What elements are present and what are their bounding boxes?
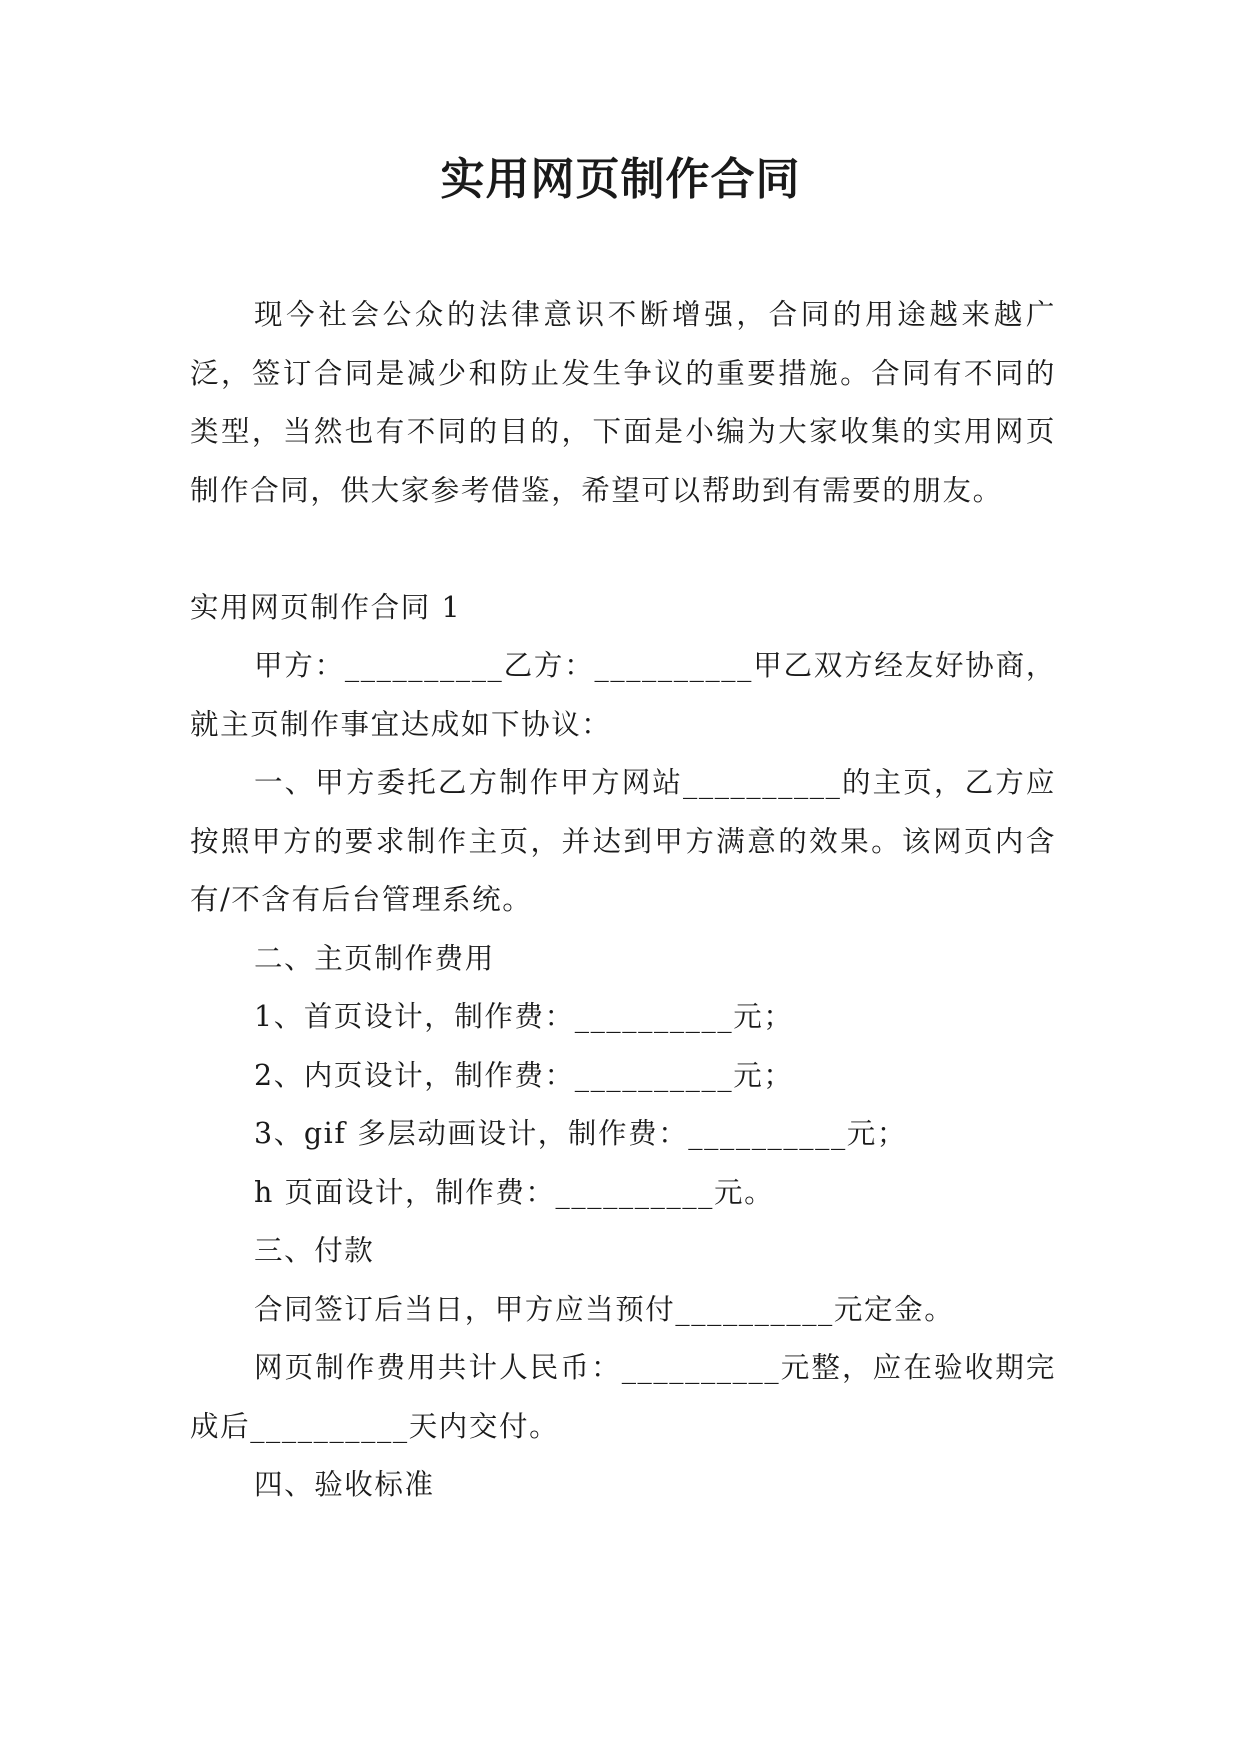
paragraph-fee-homepage: 1、首页设计，制作费：__________元；	[254, 1000, 794, 1033]
paragraph-clause-3-heading: 三、付款	[254, 1234, 375, 1267]
paragraph-deposit: 合同签订后当日，甲方应当预付__________元定金。	[254, 1292, 955, 1326]
paragraph-fee-inner-page: 2、内页设计，制作费：__________元；	[254, 1058, 794, 1092]
paragraph-fee-gif: 3、gif 多层动画设计，制作费：__________元；	[254, 1117, 907, 1150]
paragraph-total-fee: 网页制作费用共计人民币：__________元整，应在验收期完成后__________天内交付。	[190, 1351, 1056, 1443]
paragraph-clause-1: 一、甲方委托乙方制作甲方网站__________的主页，乙方应按照甲方的要求制作主页，并达到甲方满意的效果。该网页内含有/不含有后台管理系统。	[190, 766, 1056, 916]
document-title: 实用网页制作合同	[440, 154, 801, 205]
paragraph-clause-4-heading: 四、验收标准	[254, 1468, 435, 1501]
paragraph-parties: 甲方：__________乙方：__________甲乙双方经友好协商，就主页制作事宜达成如下协议：	[190, 649, 1056, 741]
intro-paragraph: 现今社会公众的法律意识不断增强，合同的用途越来越广泛，签订合同是减少和防止发生争议的重要措施。合同有不同的类型，当然也有不同的目的，下面是小编为大家收集的实用网页制作合同，供大家参考借鉴，希望可以帮助到有需要的朋友。	[190, 298, 1056, 507]
paragraph-clause-2-heading: 二、主页制作费用	[254, 941, 495, 975]
document-body	[190, 286, 1056, 1515]
section-heading: 实用网页制作合同 1	[190, 590, 462, 624]
paragraph-fee-h-page: h 页面设计，制作费：__________元。	[254, 1175, 775, 1209]
